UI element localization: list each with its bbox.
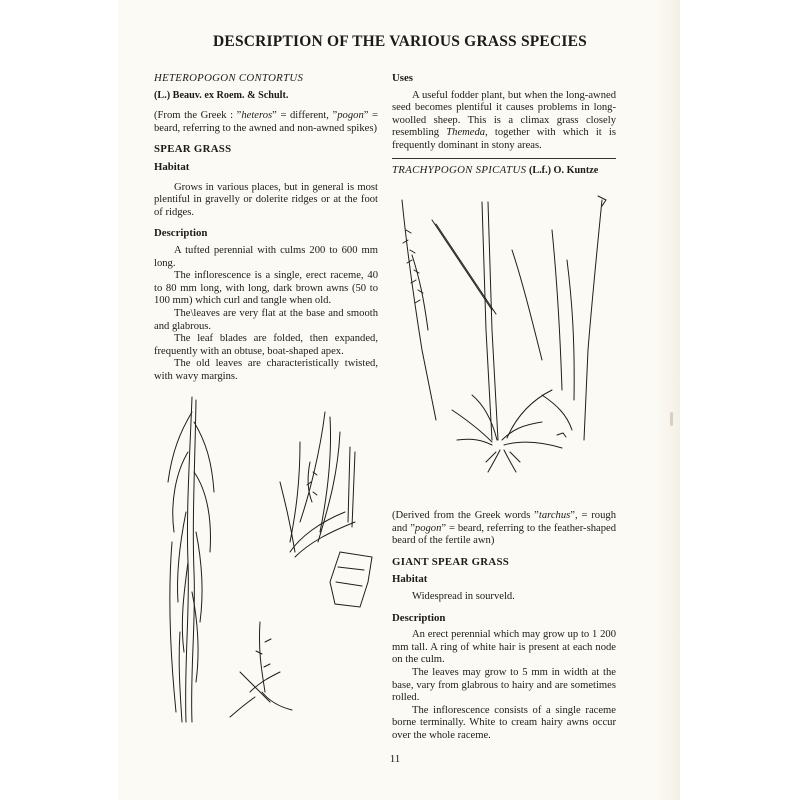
uses-text: A useful fodder plant, but when the long-awned seed becomes plentiful it causes problems in long-woolled sheep. This is a climax grass closely resembling Themeda, together with which it is frequently dominant in stony areas. [392,89,616,151]
species-heading-trachypogon: TRACHYPOGON SPICATUS (L.f.) O. Kuntze [392,163,599,176]
description-paragraph: An erect perennial which may grow up to 1 200 mm tall. A ring of white hair is present at each node on the culm. [392,629,616,666]
page-title: DESCRIPTION OF THE VARIOUS GRASS SPECIES [213,33,587,50]
description-paragraph: The leaves may grow to 5 mm in width at the base, vary from glabrous to hairy and are sometimes rolled. [392,666,616,704]
left-column [154,72,378,383]
habitat-text-2: Widespread in sourveld. [412,590,515,602]
etymology-trachypogon: (Derived from the Greek words ”tarchus”, = rough and ”pogon” = beard, referring to the feather-shaped beard of the fertile awn) [392,510,616,547]
description-paragraph: The old leaves are characteristically twisted, with wavy margins. [154,358,378,382]
species-name-heteropogon: HETEROPOGON CONTORTUS [154,72,304,84]
trachypogon-illustration [392,190,617,490]
description-heading-2: Description [392,611,446,624]
habitat-heading-1: Habitat [154,160,190,173]
habitat-heading-2: Habitat [392,573,428,586]
description-paragraph: The inflorescence is a single, erect raceme, 40 to 80 mm long, with long, dark brown awns (50 to 100 mm) which curl and tangle when old. [154,270,378,307]
description-paragraph: The leaf blades are folded, then expanded, frequently with an obtuse, boat-shaped apex. [154,333,378,357]
species-authority-heteropogon: (L.) Beauv. ex Roem. & Schult. [154,89,289,101]
description-paragraph: The\leaves are very flat at the base and smooth and glabrous. [154,307,378,332]
section-divider [392,158,616,159]
etymology-heteropogon: (From the Greek : ”heteros” = different, ”pogon” = beard, referring to the awned and non-awned spikes) [154,110,379,134]
right-column-top [392,72,616,177]
paper-smudge [670,412,673,426]
common-name-giant-spear-grass: GIANT SPEAR GRASS [392,555,510,568]
right-column-bottom [392,510,616,743]
description-paragraph: A tufted perennial with culms 200 to 600 mm long. [154,244,378,269]
uses-heading: Uses [392,72,413,84]
page-number: 11 [389,753,401,765]
page-edge-shadow [656,0,680,800]
common-name-spear-grass: SPEAR GRASS [154,143,232,156]
habitat-text-1: Grows in various places, but in general is most plentiful in gravelly or dolerite ridges or at the foot of ridges. [154,181,378,218]
description-paragraph: The inflorescence consists of a single raceme borne terminally. White to cream hairy awns occur over the whole raceme. [392,704,616,741]
description-heading-1: Description [154,227,208,240]
heteropogon-illustration [150,392,385,727]
